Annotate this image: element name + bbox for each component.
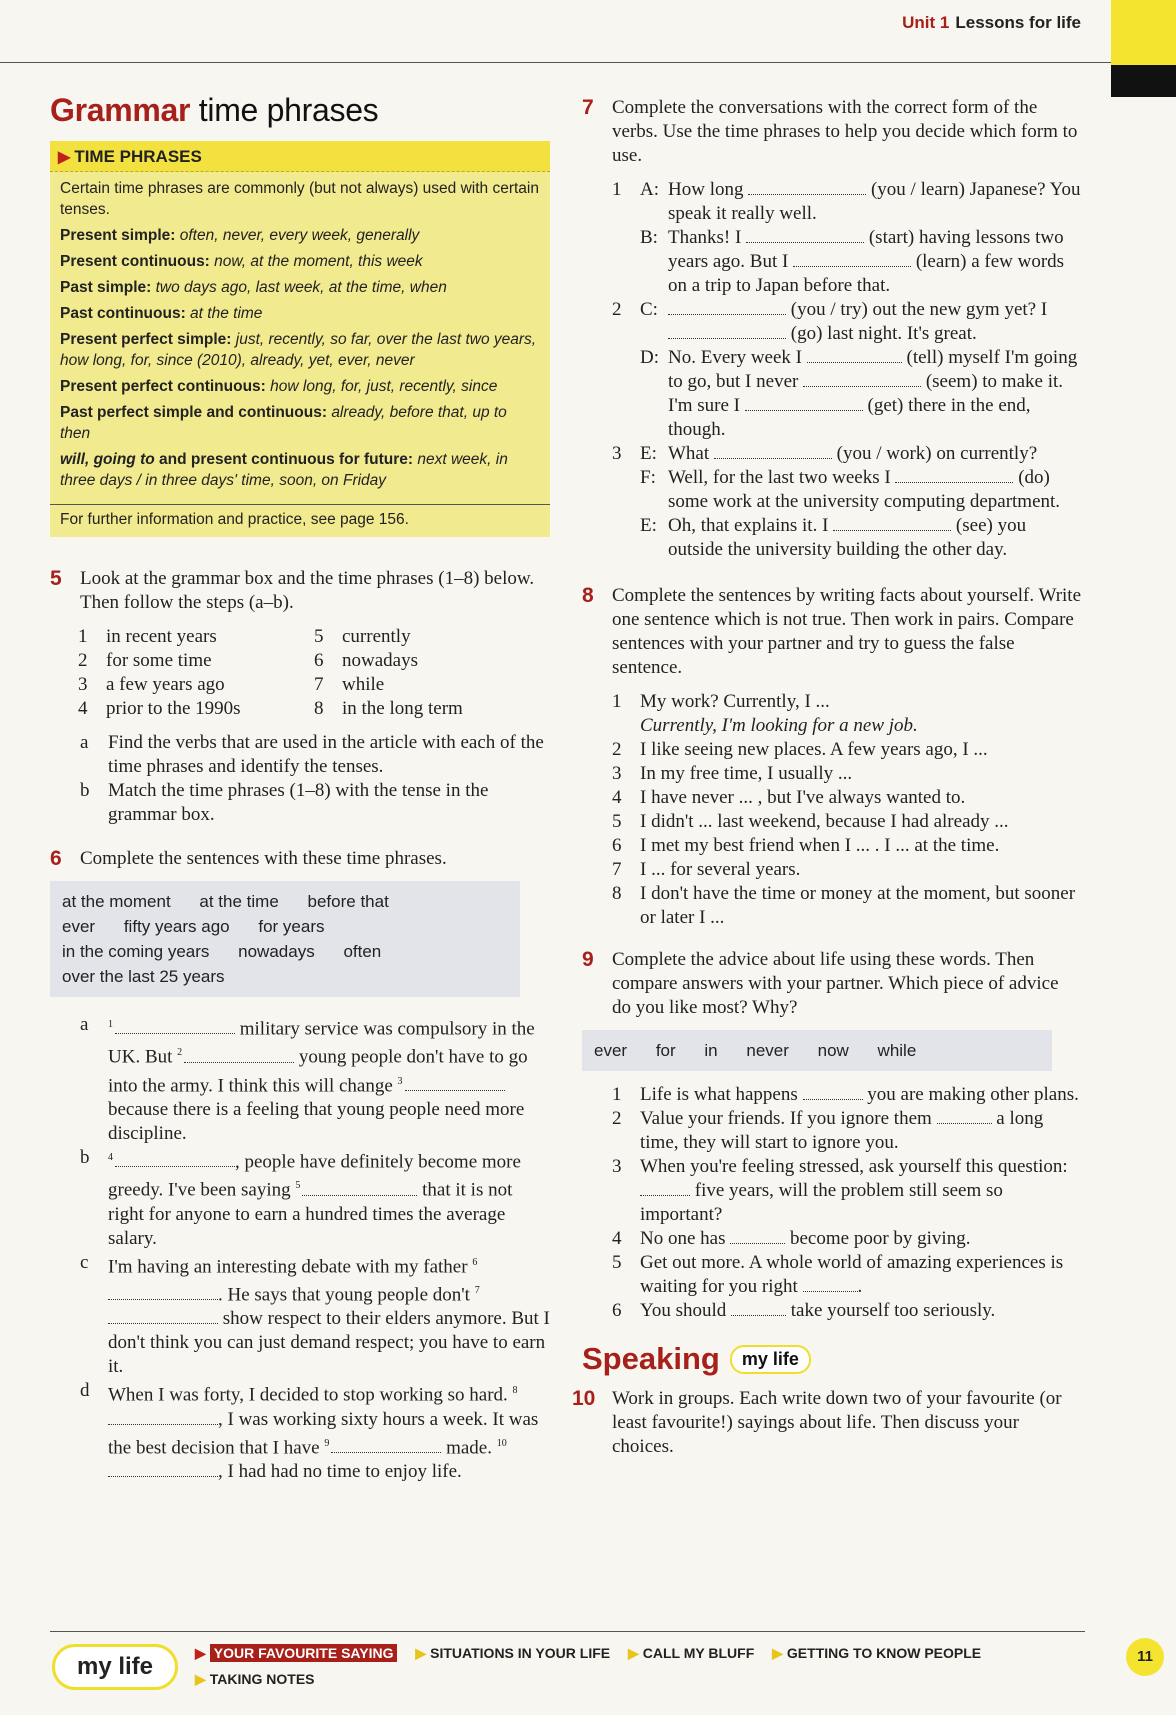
exercise-7 [582,96,1082,562]
list-item: 6 You should take yourself too seriously. [612,1300,996,1321]
conversation-3-f: F: Well, for the last two weeks I (do) some work at the university computing department. [640,467,1061,512]
conversation-1-a: 1 A: How long (you / learn) Japanese? You speak it really well. [612,179,1081,224]
exercise-instruction: Complete the sentences with these time phrases. [80,848,447,869]
list-item: 7 I ... for several years. [612,859,801,880]
grammar-heading-topic: time phrases [198,92,379,128]
conversation-3-e2: E: Oh, that explains it. I (see) you outside the university building the other day. [640,515,1027,560]
grammar-box-reference: For further information and practice, see page 156. [50,504,550,537]
grammar-box-title-text: TIME PHRASES [74,147,202,166]
grammar-row-future: will, going to and present continuous for future: next week, in three days / in three days' time, soon, on Friday [60,451,508,489]
exercise-number: 9 [582,948,594,971]
answer-blank[interactable] [745,395,863,411]
footer-link[interactable]: ▶ CALL MY BLUFF [627,1645,755,1661]
footer-rule [50,1631,1085,1632]
answer-blank[interactable] [746,227,864,243]
my-life-logo: my life [52,1644,178,1690]
exercise-instruction: Look at the grammar box and the time phrases (1–8) below. Then follow the steps (a–b). [80,568,535,613]
conversation-2-c: 2 C: (you / try) out the new gym yet? I (go) last night. It's great. [612,299,1048,344]
word-option: fifty years ago [123,917,230,936]
step-item: a Find the verbs that are used in the article with each of the time phrases and identify the tenses. [80,732,544,777]
speaking-title: Speaking [582,1341,720,1376]
play-arrow-icon: ▶ [772,1645,783,1661]
exercise-6 [50,847,550,1484]
answer-blank[interactable] [937,1108,992,1124]
list-item: 1 Life is what happens you are making other plans. [612,1084,1079,1105]
answer-blank[interactable] [714,443,832,459]
grammar-heading [50,92,550,129]
grammar-row: Present perfect simple: just, recently, so far, over the last two years, how long, for, since (2010), already, yet, ever, never [60,331,537,369]
grammar-row: Past perfect simple and continuous: already, before that, up to then [60,404,507,442]
answer-blank[interactable] [668,299,786,315]
unit-label: Unit 1 [902,13,950,32]
grammar-row: Present continuous: now, at the moment, this week [60,253,423,270]
page-number: 11 [1126,1638,1164,1676]
exercise-number: 6 [50,847,62,870]
list-item: 8 I don't have the time or money at the moment, but sooner or later I ... [612,883,1076,928]
answer-blank[interactable] [803,371,921,387]
word-option: for years [258,917,325,936]
footer-link[interactable]: ▶ TAKING NOTES [195,1671,315,1687]
conversation-2-d: D: No. Every week I (tell) myself I'm going to go, but I never (seem) to make it. I'm sure I (get) there in the end, though. [640,347,1078,440]
exercise-instruction: Work in groups. Each write down two of your favourite (or least favourite!) sayings about life. Then discuss your choices. [612,1388,1062,1457]
corner-tab-yellow [1111,0,1176,65]
play-arrow-icon: ▶ [415,1645,427,1661]
lesson-title: Lessons for life [955,13,1081,32]
conversation-1-b: B: Thanks! I (start) having lessons two years ago. But I (learn) a few words on a trip to Japan before that. [640,227,1065,296]
grammar-row: Present perfect continuous: how long, for, just, recently, since [60,378,498,395]
word-option: for [655,1041,676,1060]
word-option: in [704,1041,718,1060]
answer-blank[interactable] [730,1228,785,1244]
word-option: over the last 25 years [62,967,225,986]
list-item: 4 I have never ... , but I've always wanted to. [612,787,966,808]
list-item: 5 Get out more. A whole world of amazing experiences is waiting for you right . [612,1252,1064,1297]
exercise-9 [582,948,1082,1323]
example-answer: Currently, I'm looking for a new job. [640,715,918,736]
list-item: 4 prior to the 1990s [78,698,241,719]
grammar-box-title [50,141,550,172]
answer-blank[interactable] [748,179,866,195]
exercise-number: 7 [582,96,594,119]
corner-tab-black [1111,65,1176,97]
word-option: before that [307,892,389,911]
word-option: at the moment [62,892,171,911]
word-option: while [877,1041,917,1060]
grammar-heading-accent: Grammar [50,92,191,128]
answer-blank[interactable] [331,1437,441,1453]
word-option: in the coming years [62,942,210,961]
running-header [902,13,1081,33]
sentence-a: a $^1$ military service was compulsory in the UK. But $^2$ young people don't have to go into the army. I think this will change $^3$ because there is a feeling that young people need more discipline. [80,1014,535,1144]
list-item: 2 I like seeing new places. A few years ago, I ... [612,739,988,760]
grammar-row: Present simple: often, never, every week, generally [60,227,420,244]
sentence-d: d When I was forty, I decided to stop working so hard. $^8$, I was working sixty hours a week. It was the best decision that I have $^9$ made. $^{10}$, I had had no time to enjoy life. [80,1380,539,1482]
answer-blank[interactable] [108,1308,218,1324]
exercise-number: 8 [582,584,594,607]
answer-blank[interactable] [115,1151,235,1167]
answer-blank[interactable] [108,1461,218,1477]
answer-blank[interactable] [807,347,902,363]
answer-blank[interactable] [833,515,951,531]
grammar-intro: Certain time phrases are commonly (but not always) used with certain tenses. [60,180,539,218]
list-item: 2 for some time [78,650,212,671]
footer-link[interactable]: ▶ YOUR FAVOURITE SAYING [195,1645,397,1661]
list-item: 8 in the long term [314,698,463,719]
answer-blank[interactable] [731,1300,786,1316]
word-option: never [746,1041,789,1060]
list-item: 6 nowadays [314,650,418,671]
sentence-b: b $^4$ , people have definitely become more greedy. I've been saying $^5$ that it is not right for anyone to earn a hundred times the average salary. [80,1146,521,1249]
footer-nav [195,1640,1075,1692]
answer-blank[interactable] [668,323,786,339]
answer-blank[interactable] [895,467,1013,483]
word-option: ever [594,1041,628,1060]
answer-blank[interactable] [405,1075,505,1091]
word-box [582,1030,1052,1071]
list-item: 1 in recent years [78,626,217,647]
answer-blank[interactable] [184,1047,294,1063]
header-rule [0,62,1111,63]
list-item: 2 Value your friends. If you ignore them a long time, they will start to ignore you. [612,1108,1044,1153]
answer-blank[interactable] [793,251,911,267]
grammar-box-body [50,172,550,504]
exercise-number: 5 [50,567,62,590]
grammar-box [50,141,550,537]
list-item: 3 a few years ago [78,674,225,695]
word-option: nowadays [238,942,315,961]
exercise-8 [582,584,1082,930]
list-item: 3 In my free time, I usually ... [612,763,853,784]
list-item: 5 I didn't ... last weekend, because I had already ... [612,811,1009,832]
right-column [572,92,1082,1459]
answer-blank[interactable] [108,1409,218,1425]
play-arrow-icon: ▶ [195,1671,206,1687]
play-arrow-icon: ▶ [195,1645,206,1661]
list-item: 3 When you're feeling stressed, ask yourself this question: five years, will the problem still seem so important? [612,1156,1068,1225]
sentence-c: c I'm having an interesting debate with my father $^6$. He says that young people don't $^7$ show respect to their elders anymore. But I don't think you can just demand respect; you have to earn it. [80,1251,550,1378]
play-arrow-icon: ▶ [627,1645,639,1661]
play-arrow-icon: ▶ [58,149,71,166]
answer-blank[interactable] [302,1180,417,1196]
list-item: 5 currently [314,626,411,647]
answer-blank[interactable] [640,1180,690,1196]
word-option: at the time [199,892,279,911]
answer-blank[interactable] [803,1084,863,1100]
word-option: now [817,1041,849,1060]
list-item: 6 I met my best friend when I ... . I ... at the time. [612,835,1000,856]
exercise-number: 10 [572,1387,596,1410]
list-item: 7 while [314,674,385,695]
word-option: ever [62,917,96,936]
exercise-instruction: Complete the conversations with the correct form of the verbs. Use the time phrases to help you decide which form to use. [612,97,1078,166]
exercise-10 [572,1387,1082,1459]
footer-link[interactable]: ▶ GETTING TO KNOW PEOPLE [772,1645,982,1661]
exercise-instruction: Complete the advice about life using these words. Then compare answers with your partner. Which piece of advice do you like most? Why? [612,949,1059,1018]
word-option: often [343,942,382,961]
step-item: b Match the time phrases (1–8) with the tense in the grammar box. [80,780,489,825]
word-box [50,881,520,997]
list-item: 1 My work? Currently, I ... Currently, I'm looking for a new job. [612,691,918,736]
footer-link[interactable]: ▶ SITUATIONS IN YOUR LIFE [415,1645,611,1661]
answer-blank[interactable] [803,1276,858,1292]
grammar-row: Past continuous: at the time [60,305,263,322]
speaking-heading [582,1341,1082,1377]
time-phrase-list [78,625,550,721]
left-column [50,92,550,1484]
conversation-3-e: 3 E: What (you / work) on currently? [612,443,1038,464]
exercise-5 [50,567,550,827]
my-life-badge: my life [730,1345,811,1374]
exercise-instruction: Complete the sentences by writing facts about yourself. Write one sentence which is not true. Then work in pairs. Compare sentences with your partner and try to guess the false sentence. [612,585,1082,678]
grammar-row: Past simple: two days ago, last week, at the time, when [60,279,447,296]
answer-blank[interactable] [115,1018,235,1034]
answer-blank[interactable] [108,1284,218,1300]
list-item: 4 No one has become poor by giving. [612,1228,971,1249]
